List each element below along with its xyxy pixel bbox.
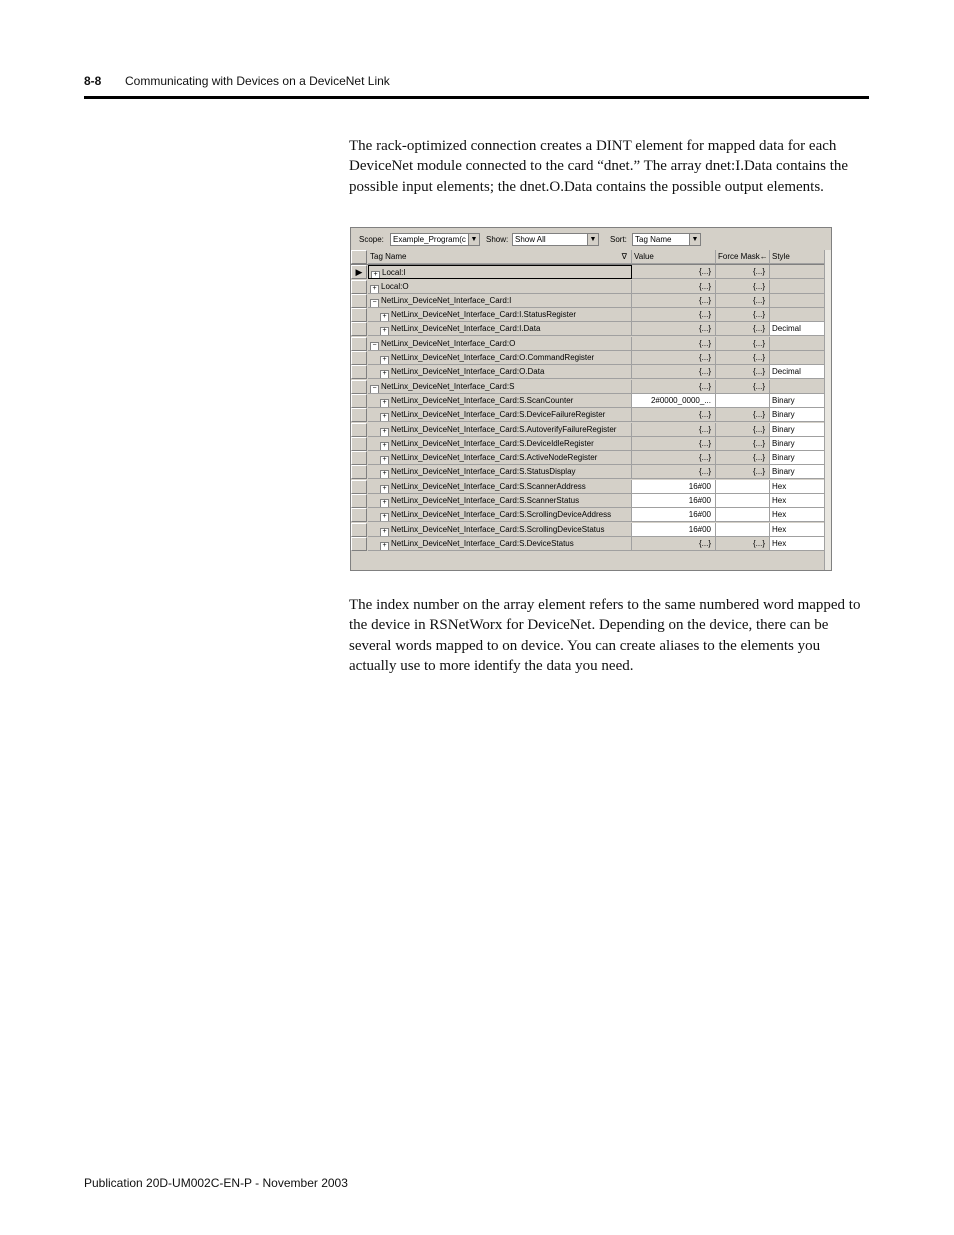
force-mask-cell[interactable]: {...}: [716, 451, 770, 465]
style-cell[interactable]: Binary: [770, 408, 825, 422]
tag-name-cell[interactable]: [368, 451, 632, 465]
header-rule: [84, 96, 869, 99]
show-dropdown[interactable]: [512, 233, 599, 246]
scope-dropdown[interactable]: [390, 233, 480, 246]
tag-name: NetLinx_DeviceNet_Interface_Card:O.Data: [391, 367, 545, 377]
expand-icon[interactable]: +: [380, 356, 389, 365]
paragraph-rack-optimized: The rack-optimized connection creates a DINT element for mapped data for each DeviceNet module connected to the card “dnet.” The array dnet:I.Data contains the possible input elements; the dnet.O.Data contains the possible output elements.: [349, 138, 849, 195]
style-cell[interactable]: Hex: [770, 537, 825, 551]
value-cell[interactable]: {...}: [632, 537, 716, 551]
row-selector[interactable]: [351, 523, 367, 537]
force-mask-cell[interactable]: {...}: [716, 537, 770, 551]
arrow-left-icon: ←: [759, 252, 768, 261]
force-mask-cell[interactable]: [716, 394, 770, 408]
chevron-down-icon: ▼: [689, 234, 700, 245]
current-row-icon: ▶: [355, 267, 363, 278]
tag-name: NetLinx_DeviceNet_Interface_Card:S.StatusDisplay: [391, 467, 576, 477]
tag-name-cell[interactable]: [368, 480, 632, 494]
tag-name-cell[interactable]: [368, 508, 632, 522]
sort-dropdown[interactable]: [632, 233, 701, 246]
style-cell[interactable]: Decimal: [770, 365, 825, 379]
expand-icon[interactable]: +: [380, 513, 389, 522]
force-mask-cell[interactable]: {...}: [716, 308, 770, 322]
value-cell[interactable]: 16#00: [632, 508, 716, 522]
expand-icon[interactable]: +: [380, 499, 389, 508]
column-header-force-mask[interactable]: [716, 250, 770, 264]
table-row[interactable]: [351, 465, 825, 479]
row-selector[interactable]: [351, 351, 367, 365]
style-cell[interactable]: Decimal: [770, 322, 825, 336]
style-cell[interactable]: [770, 337, 825, 351]
style-cell[interactable]: [770, 308, 825, 322]
sort-label: Sort:: [610, 235, 627, 244]
vertical-scrollbar[interactable]: [824, 250, 831, 570]
row-selector[interactable]: [351, 380, 367, 394]
table-row[interactable]: [351, 523, 825, 537]
publication-footer: Publication 20D-UM002C-EN-P - November 2003: [84, 1176, 348, 1190]
force-mask-cell[interactable]: {...}: [716, 265, 770, 279]
row-selector[interactable]: [351, 280, 367, 294]
expand-icon[interactable]: +: [371, 271, 380, 279]
expand-icon[interactable]: +: [380, 370, 389, 379]
value-cell[interactable]: {...}: [632, 351, 716, 365]
table-row[interactable]: [351, 451, 825, 465]
tag-name: NetLinx_DeviceNet_Interface_Card:S: [381, 381, 515, 391]
force-mask-cell[interactable]: {...}: [716, 365, 770, 379]
tag-name: NetLinx_DeviceNet_Interface_Card:I: [381, 295, 512, 305]
collapse-icon[interactable]: −: [370, 385, 379, 394]
tag-name-cell[interactable]: [368, 494, 632, 508]
value-cell[interactable]: {...}: [632, 337, 716, 351]
sort-value: Tag Name: [635, 235, 672, 244]
row-selector[interactable]: [351, 480, 367, 494]
table-row[interactable]: [351, 351, 825, 365]
tag-name: NetLinx_DeviceNet_Interface_Card:O: [381, 338, 516, 348]
tag-name: NetLinx_DeviceNet_Interface_Card:S.ScanCounter: [391, 395, 574, 405]
tag-grid: [351, 250, 825, 551]
tag-name: Local:I: [382, 268, 406, 278]
sort-icon: ∇: [621, 252, 627, 261]
table-row[interactable]: [351, 423, 825, 437]
tag-name-cell[interactable]: [368, 423, 632, 437]
tag-name-cell[interactable]: [368, 394, 632, 408]
tag-name: NetLinx_DeviceNet_Interface_Card:S.ScannerAddress: [391, 481, 586, 491]
table-row[interactable]: [351, 480, 825, 494]
tag-name-cell[interactable]: [368, 380, 632, 394]
row-selector-header: [351, 250, 367, 264]
style-cell[interactable]: [770, 380, 825, 394]
tag-name-cell[interactable]: [368, 537, 632, 551]
value-cell[interactable]: {...}: [632, 280, 716, 294]
style-cell[interactable]: Binary: [770, 451, 825, 465]
row-selector[interactable]: [351, 423, 367, 437]
force-mask-cell[interactable]: [716, 494, 770, 508]
chevron-down-icon: ▼: [587, 234, 598, 245]
row-selector[interactable]: [351, 451, 367, 465]
tag-name-cell[interactable]: [368, 294, 632, 308]
style-cell[interactable]: Binary: [770, 465, 825, 479]
force-mask-cell[interactable]: [716, 508, 770, 522]
force-mask-cell[interactable]: {...}: [716, 465, 770, 479]
style-cell[interactable]: Hex: [770, 480, 825, 494]
expand-icon[interactable]: +: [380, 456, 389, 465]
tag-name-cell[interactable]: [368, 351, 632, 365]
row-selector[interactable]: [351, 322, 367, 336]
tag-name-header-label: Tag Name: [370, 252, 407, 261]
value-cell[interactable]: 16#00: [632, 480, 716, 494]
tag-name-cell[interactable]: [368, 365, 632, 379]
running-header: [84, 74, 390, 88]
tag-name: NetLinx_DeviceNet_Interface_Card:S.DeviceIdleRegister: [391, 438, 594, 448]
row-selector[interactable]: [351, 365, 367, 379]
table-row[interactable]: [351, 537, 825, 551]
tag-name-cell[interactable]: [368, 465, 632, 479]
force-mask-cell[interactable]: {...}: [716, 294, 770, 308]
style-cell[interactable]: Binary: [770, 394, 825, 408]
value-cell[interactable]: {...}: [632, 465, 716, 479]
value-cell[interactable]: {...}: [632, 322, 716, 336]
style-cell[interactable]: Hex: [770, 494, 825, 508]
table-row[interactable]: [351, 337, 825, 351]
force-mask-cell[interactable]: {...}: [716, 280, 770, 294]
chevron-down-icon: ▼: [468, 234, 479, 245]
value-cell[interactable]: 16#00: [632, 523, 716, 537]
table-row[interactable]: [351, 265, 825, 279]
tag-name: NetLinx_DeviceNet_Interface_Card:I.Data: [391, 324, 541, 334]
value-cell[interactable]: 16#00: [632, 494, 716, 508]
collapse-icon[interactable]: −: [370, 342, 379, 351]
tag-name: NetLinx_DeviceNet_Interface_Card:S.ScannerStatus: [391, 496, 580, 506]
force-mask-cell[interactable]: {...}: [716, 337, 770, 351]
expand-icon[interactable]: +: [380, 470, 389, 479]
row-selector[interactable]: [351, 294, 367, 308]
row-selector[interactable]: [351, 337, 367, 351]
expand-icon[interactable]: +: [380, 542, 389, 551]
force-mask-cell[interactable]: {...}: [716, 437, 770, 451]
value-cell[interactable]: {...}: [632, 437, 716, 451]
value-cell[interactable]: {...}: [632, 408, 716, 422]
table-row[interactable]: [351, 408, 825, 422]
table-row[interactable]: [351, 437, 825, 451]
style-cell[interactable]: Binary: [770, 423, 825, 437]
row-selector[interactable]: [351, 465, 367, 479]
tag-name-cell[interactable]: [368, 265, 632, 279]
tag-name-cell[interactable]: [368, 308, 632, 322]
collapse-icon[interactable]: −: [370, 299, 379, 308]
expand-icon[interactable]: +: [380, 428, 389, 437]
column-header-style[interactable]: Style: [770, 250, 825, 264]
row-selector[interactable]: [351, 308, 367, 322]
grid-header-row: [351, 250, 825, 265]
show-value: Show All: [515, 235, 546, 244]
tag-name: NetLinx_DeviceNet_Interface_Card:S.ActiveNodeRegister: [391, 453, 598, 463]
tag-name-cell[interactable]: [368, 437, 632, 451]
row-selector[interactable]: [351, 394, 367, 408]
tag-name: NetLinx_DeviceNet_Interface_Card:S.ScrollingDeviceAddress: [391, 510, 612, 520]
table-row[interactable]: [351, 494, 825, 508]
value-cell[interactable]: {...}: [632, 308, 716, 322]
force-mask-cell[interactable]: [716, 480, 770, 494]
table-row[interactable]: [351, 508, 825, 522]
table-row[interactable]: [351, 394, 825, 408]
expand-icon[interactable]: +: [380, 313, 389, 322]
expand-icon[interactable]: +: [380, 442, 389, 451]
row-selector[interactable]: [351, 437, 367, 451]
table-row[interactable]: [351, 308, 825, 322]
row-selector[interactable]: [351, 537, 367, 551]
style-cell[interactable]: Hex: [770, 523, 825, 537]
expand-icon[interactable]: +: [380, 399, 389, 408]
tag-editor-toolbar: [351, 231, 831, 247]
tag-editor-screenshot: [350, 227, 832, 571]
value-cell[interactable]: {...}: [632, 423, 716, 437]
table-row[interactable]: [351, 294, 825, 308]
tag-name-cell[interactable]: [368, 280, 632, 294]
tag-name-cell[interactable]: [368, 408, 632, 422]
table-row[interactable]: [351, 280, 825, 294]
tag-name: NetLinx_DeviceNet_Interface_Card:S.DeviceStatus: [391, 538, 574, 548]
tag-name-cell[interactable]: [368, 523, 632, 537]
value-cell[interactable]: 2#0000_0000_...: [632, 394, 716, 408]
force-mask-cell[interactable]: {...}: [716, 351, 770, 365]
expand-icon[interactable]: +: [370, 285, 379, 294]
chapter-title: Communicating with Devices on a DeviceNet Link: [125, 74, 390, 88]
style-cell[interactable]: Binary: [770, 437, 825, 451]
force-mask-cell[interactable]: {...}: [716, 408, 770, 422]
scope-label: Scope:: [359, 235, 384, 244]
tag-name: NetLinx_DeviceNet_Interface_Card:O.CommandRegister: [391, 353, 595, 363]
table-row[interactable]: [351, 380, 825, 394]
force-mask-cell[interactable]: {...}: [716, 380, 770, 394]
force-mask-header-label: Force Mask: [718, 252, 760, 261]
page-number: 8-8: [84, 74, 102, 88]
grid-rows: [351, 265, 825, 551]
tag-name: Local:O: [381, 281, 409, 291]
paragraph-index-number: The index number on the array element refers to the same numbered word mapped to the device in RSNetWorx for DeviceNet. Depending on the device, there can be several words mapped to on device. You can create aliases to the elements you actually use to more identify the data you need.: [349, 597, 861, 674]
row-selector[interactable]: [351, 494, 367, 508]
grid-empty-area: [351, 551, 825, 571]
value-cell[interactable]: {...}: [632, 451, 716, 465]
row-selector[interactable]: [351, 265, 367, 279]
show-label: Show:: [486, 235, 509, 244]
column-header-value[interactable]: Value: [632, 250, 716, 264]
value-cell[interactable]: {...}: [632, 365, 716, 379]
scope-value: Example_Program(c: [393, 235, 466, 244]
value-cell[interactable]: {...}: [632, 380, 716, 394]
style-cell[interactable]: [770, 280, 825, 294]
tag-name: NetLinx_DeviceNet_Interface_Card:S.DeviceFailureRegister: [391, 410, 606, 420]
expand-icon[interactable]: +: [380, 485, 389, 494]
expand-icon[interactable]: +: [380, 327, 389, 336]
force-mask-cell[interactable]: {...}: [716, 322, 770, 336]
table-row[interactable]: [351, 322, 825, 336]
style-cell[interactable]: [770, 351, 825, 365]
style-cell[interactable]: Hex: [770, 508, 825, 522]
table-row[interactable]: [351, 365, 825, 379]
column-header-tag-name[interactable]: [368, 250, 632, 264]
tag-name-cell[interactable]: [368, 337, 632, 351]
tag-name: NetLinx_DeviceNet_Interface_Card:S.AutoverifyFailureRegister: [391, 424, 617, 434]
value-cell[interactable]: {...}: [632, 265, 716, 279]
force-mask-cell[interactable]: {...}: [716, 423, 770, 437]
tag-name: NetLinx_DeviceNet_Interface_Card:I.StatusRegister: [391, 310, 576, 320]
style-cell[interactable]: [770, 294, 825, 308]
tag-name-cell[interactable]: [368, 322, 632, 336]
expand-icon[interactable]: +: [380, 413, 389, 422]
value-cell[interactable]: {...}: [632, 294, 716, 308]
row-selector[interactable]: [351, 508, 367, 522]
row-selector[interactable]: [351, 408, 367, 422]
expand-icon[interactable]: +: [380, 528, 389, 537]
tag-name: NetLinx_DeviceNet_Interface_Card:S.ScrollingDeviceStatus: [391, 524, 605, 534]
force-mask-cell[interactable]: [716, 523, 770, 537]
style-cell[interactable]: [770, 265, 825, 279]
